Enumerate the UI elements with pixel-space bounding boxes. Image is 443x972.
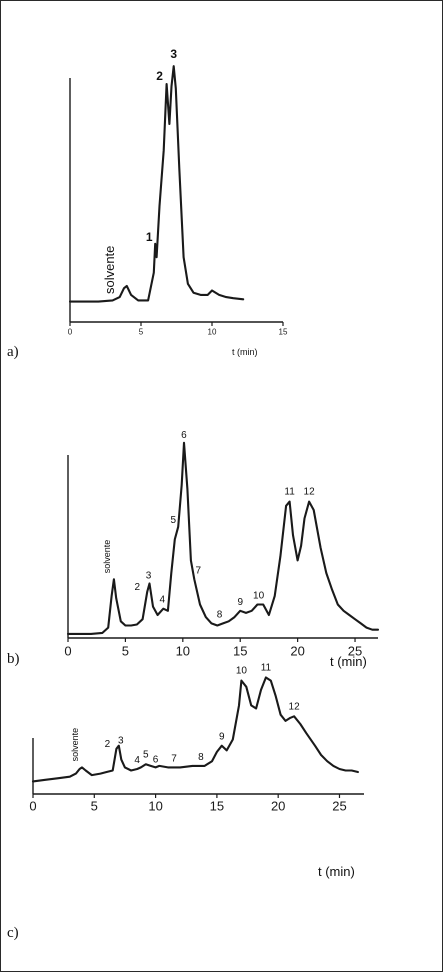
panel-b-peak-label: 10 — [253, 590, 265, 602]
panel-b-peak-label: 11 — [284, 486, 295, 498]
panel-a-label: a) — [7, 344, 19, 360]
panel-b-peak-label: 6 — [181, 429, 187, 441]
panel-a-x-axis-label: t (min) — [232, 347, 258, 357]
panel-b-x-tick-label: 5 — [121, 643, 130, 659]
panel-c-peak-label: 4 — [134, 754, 140, 766]
panel-c-x-axis-label: t (min) — [318, 864, 355, 879]
panel-c-peak-label: 5 — [143, 749, 149, 761]
panel-c-x-tick-label: 25 — [332, 798, 347, 814]
panel-c-trace — [33, 678, 358, 782]
panel-b-label: b) — [7, 651, 20, 667]
panel-b-peak-label: 7 — [195, 565, 202, 577]
panel-a-x-tick-label: 0 — [67, 327, 73, 337]
panel-c-label: c) — [7, 925, 19, 941]
panel-c-peak-label: 9 — [219, 731, 225, 743]
panel-b-peak-label: 4 — [159, 594, 166, 606]
panel-c-peak-label: 3 — [118, 735, 124, 747]
panel-b-peak-label: 3 — [145, 570, 152, 582]
panel-a-solvent-peak-label: solvente — [101, 245, 117, 295]
panel-c-peak-label: 7 — [171, 753, 177, 765]
panel-b-x-tick-label: 10 — [175, 643, 191, 659]
panel-b-peak-label: 9 — [237, 596, 244, 608]
panel-c-peak-label: 10 — [235, 665, 247, 677]
panel-a-peak-label: 1 — [145, 229, 153, 244]
panel-b-peak-label: 8 — [216, 609, 223, 621]
panel-c-peak-label: 6 — [152, 754, 159, 766]
panel-a-peak-label: 2 — [156, 69, 163, 83]
panel-c-peak-label: 12 — [288, 701, 300, 713]
panel-b-x-tick-label: 25 — [347, 643, 363, 659]
panel-b-peak-label: 5 — [170, 514, 177, 526]
panel-b-x-tick-label: 20 — [290, 643, 305, 659]
panel-a-trace — [70, 66, 243, 301]
panel-a-peak-label: 3 — [170, 47, 178, 62]
panel-c-x-tick-label: 0 — [29, 798, 37, 814]
panel-c-x-tick-label: 5 — [90, 798, 98, 814]
panel-b-x-tick-label: 15 — [232, 643, 248, 659]
panel-c-peak-label: 8 — [198, 751, 204, 763]
panel-c-peak-label: 11 — [260, 662, 272, 674]
panel-c-x-tick-label: 10 — [148, 798, 163, 814]
panel-b-peak-label: 12 — [303, 486, 315, 498]
panel-a-x-tick-label: 5 — [138, 327, 144, 337]
panel-b-solvent-peak-label: solvente — [101, 539, 112, 574]
panel-b-peak-label: 2 — [134, 581, 141, 593]
panel-a-x-tick-label: 10 — [207, 327, 217, 337]
panel-c-x-tick-label: 20 — [270, 798, 286, 814]
panel-b-x-tick-label: 0 — [64, 643, 72, 659]
panel-c-peak-label: 2 — [104, 738, 111, 750]
panel-c-solvent-peak-label: solvente — [70, 727, 81, 762]
panel-b-x-axis-label: t (min) — [330, 654, 367, 669]
panel-b-trace — [68, 443, 378, 634]
panel-a-x-tick-label: 15 — [278, 327, 288, 337]
panel-c-x-tick-label: 15 — [209, 798, 225, 814]
